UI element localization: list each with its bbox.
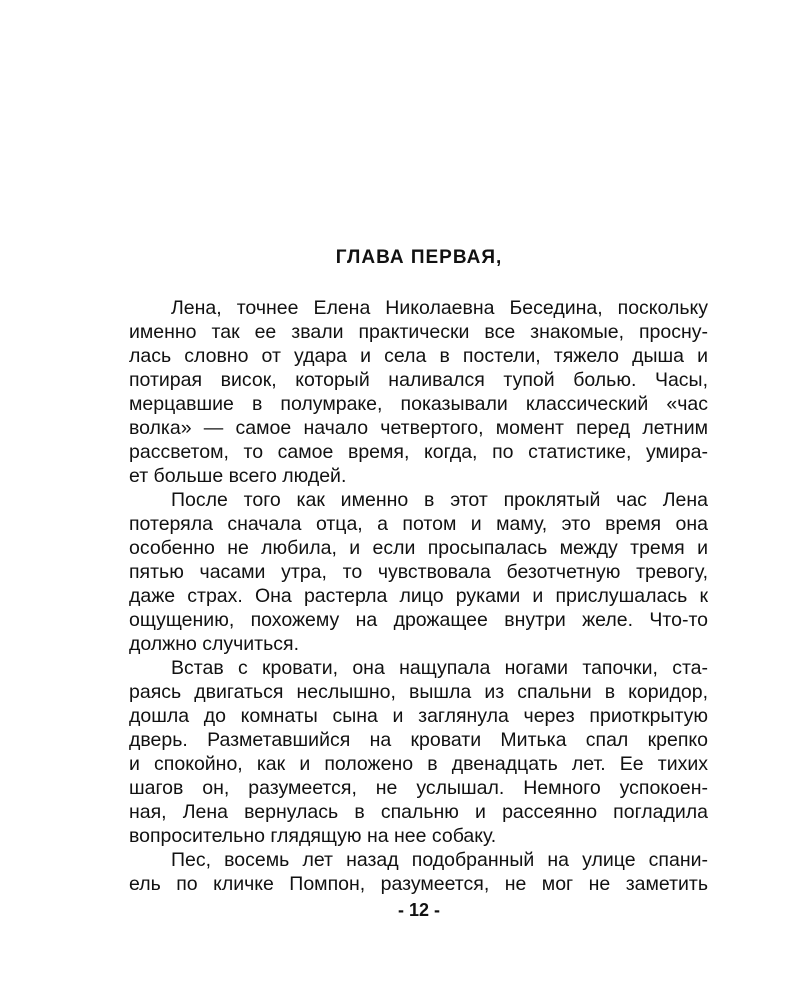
text-line: пятью часами утра, то чувствовала безотчетную тревогу, xyxy=(129,561,708,583)
page-number: - 12 - xyxy=(397,900,440,920)
text-line: и спокойно, как и положено в двенадцать лет. Ее тихих xyxy=(129,753,708,775)
text-line: даже страх. Она растерла лицо руками и прислушалась к xyxy=(129,585,708,607)
chapter-title: ГЛАВА ПЕРВАЯ, xyxy=(335,247,503,268)
text-line: Встав с кровати, она нащупала ногами тапочки, ста- xyxy=(171,657,708,679)
text-line: Лена, точнее Елена Николаевна Беседина, поскольку xyxy=(171,297,708,319)
text-line: ель по кличке Помпон, разумеется, не мог не заметить xyxy=(129,873,708,895)
body-text xyxy=(129,296,708,896)
text-line: лась словно от удара и села в постели, тяжело дыша и xyxy=(129,345,708,367)
text-line: шагов он, разумеется, не услышал. Немного успокоен- xyxy=(129,777,708,799)
text-line: потирая висок, который наливался тупой болью. Часы, xyxy=(129,369,708,391)
text-line: потеряла сначала отца, а потом и маму, это время она xyxy=(129,513,708,535)
text-line: вопросительно глядящую на нее собаку. xyxy=(129,825,497,847)
text-line: дошла до комнаты сына и заглянула через приоткрытую xyxy=(129,705,708,727)
text-line: ощущению, похожему на дрожащее внутри желе. Что-то xyxy=(129,609,708,631)
text-line: ет больше всего людей. xyxy=(129,465,347,487)
text-line: дверь. Разметавшийся на кровати Митька спал крепко xyxy=(129,729,708,751)
text-line: особенно не любила, и если просыпалась между тремя и xyxy=(129,537,708,559)
text-line: Пес, восемь лет назад подобранный на улице спани- xyxy=(171,849,708,871)
text-line: волка» — самое начало четвертого, момент перед летним xyxy=(129,417,708,439)
text-line: именно так ее звали практически все знакомые, просну- xyxy=(129,321,708,343)
text-line: раясь двигаться неслышно, вышла из спальни в коридор, xyxy=(129,681,708,703)
text-line: После того как именно в этот проклятый час Лена xyxy=(171,489,708,511)
text-line: ная, Лена вернулась в спальню и рассеянно погладила xyxy=(129,801,708,823)
text-line: мерцавшие в полумраке, показывали классический «час xyxy=(129,393,708,415)
text-line: рассветом, то самое время, когда, по статистике, умира- xyxy=(129,441,708,463)
text-line: должно случиться. xyxy=(129,633,299,655)
